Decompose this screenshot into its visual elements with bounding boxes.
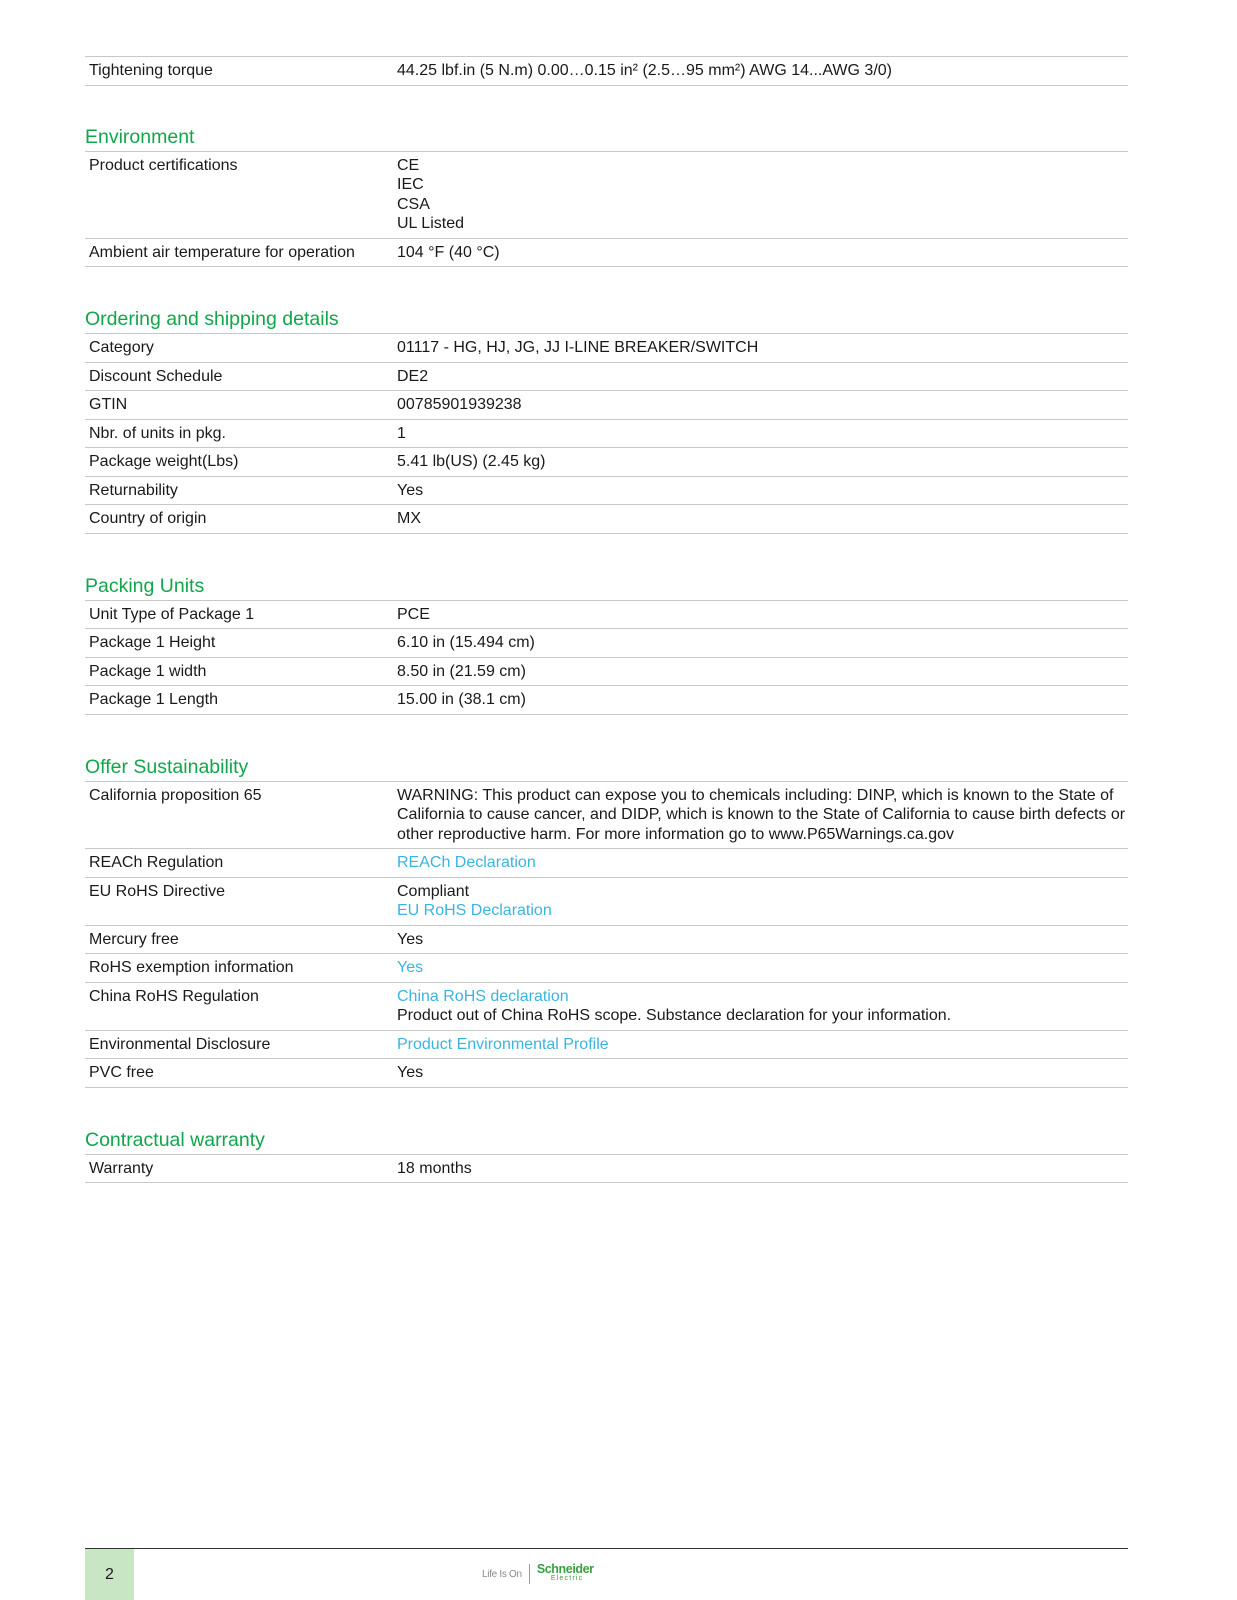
spec-value: CE	[397, 156, 420, 174]
spec-label: PVC free	[85, 1059, 393, 1088]
spec-section	[85, 756, 1128, 1088]
spec-table	[85, 781, 1128, 1088]
section-title: Ordering and shipping details	[85, 308, 339, 330]
spec-label: Package 1 Height	[85, 629, 393, 658]
spec-value-cell	[393, 657, 1128, 686]
spec-label: Package 1 width	[85, 657, 393, 686]
spec-value-cell	[393, 505, 1128, 534]
spec-value-link[interactable]: EU RoHS Declaration	[397, 902, 552, 919]
spec-value: WARNING: This product can expose you to chemicals including: DINP, which is known to the State of California to cause cancer, and DIDP, which is known to the State of California to cause birth defects or other reproductive harm. For more information go to www.P65Warnings.ca.gov	[397, 786, 1126, 843]
spec-row	[85, 334, 1128, 363]
spec-value: 15.00 in (38.1 cm)	[397, 691, 526, 708]
spec-value-cell	[393, 476, 1128, 505]
spec-value-cell	[393, 448, 1128, 477]
spec-table	[85, 600, 1128, 715]
spec-label: Nbr. of units in pkg.	[85, 419, 393, 448]
spec-value: MX	[397, 510, 421, 527]
spec-row	[85, 657, 1128, 686]
logo-separator	[529, 1564, 530, 1584]
spec-row	[85, 781, 1128, 849]
spec-value-cell	[393, 1154, 1128, 1183]
spec-value: 104 °F (40 °C)	[397, 243, 500, 261]
life-is-on-tagline: Life Is On	[482, 1568, 522, 1580]
spec-label: Package weight(Lbs)	[85, 448, 393, 477]
spec-label: Unit Type of Package 1	[85, 600, 393, 629]
spec-section	[85, 126, 1128, 268]
spec-label: Warranty	[85, 1154, 393, 1183]
spec-row	[85, 362, 1128, 391]
spec-value-cell	[393, 57, 1128, 86]
spec-value-link[interactable]: Product Environmental Profile	[397, 1035, 609, 1053]
spec-label: Environmental Disclosure	[85, 1030, 393, 1059]
spec-value: Yes	[397, 930, 424, 948]
spec-value-cell	[393, 629, 1128, 658]
spec-value-cell	[393, 1059, 1128, 1088]
spec-value: 44.25 lbf.in (5 N.m) 0.00…0.15 in² (2.5…95 mm²) AWG 14...AWG 3/0)	[397, 62, 892, 79]
spec-row	[85, 476, 1128, 505]
spec-row	[85, 57, 1128, 86]
spec-row	[85, 600, 1128, 629]
section-title: Contractual warranty	[85, 1128, 265, 1151]
brand-sub: Electric	[550, 1575, 584, 1582]
spec-value-cell	[393, 686, 1128, 715]
spec-row	[85, 1030, 1128, 1059]
page-number: 2	[85, 1549, 134, 1600]
datasheet-page	[85, 56, 1128, 1183]
spec-row	[85, 505, 1128, 534]
spec-row	[85, 877, 1128, 925]
spec-section	[85, 1129, 1128, 1184]
spec-row	[85, 238, 1128, 267]
spec-value: Compliant	[397, 882, 470, 900]
spec-label: Tightening torque	[85, 57, 393, 86]
spec-value: 00785901939238	[397, 396, 522, 413]
spec-value: UL Listed	[397, 215, 464, 232]
spec-label: REACh Regulation	[85, 849, 393, 878]
spec-value-link[interactable]: China RoHS declaration	[397, 987, 569, 1005]
spec-value: 8.50 in (21.59 cm)	[397, 662, 526, 680]
spec-value-cell	[393, 954, 1128, 983]
spec-value: DE2	[397, 367, 429, 385]
spec-label: Category	[85, 334, 393, 363]
spec-value: Yes	[397, 481, 424, 499]
spec-value: 6.10 in (15.494 cm)	[397, 634, 535, 651]
spec-row	[85, 391, 1128, 420]
spec-label: Ambient air temperature for operation	[85, 238, 393, 267]
spec-table	[85, 1154, 1128, 1184]
spec-value-cell	[393, 238, 1128, 267]
spec-row	[85, 849, 1128, 878]
spec-value-link[interactable]: REACh Declaration	[397, 854, 536, 871]
spec-value-cell	[393, 600, 1128, 629]
spec-row	[85, 1059, 1128, 1088]
spec-value: 18 months	[397, 1159, 472, 1177]
spec-value-cell	[393, 151, 1128, 238]
spec-table	[85, 151, 1128, 268]
footer-rule	[85, 1548, 1128, 1549]
spec-value: PCE	[397, 605, 430, 623]
spec-value-cell	[393, 781, 1128, 849]
spec-row	[85, 954, 1128, 983]
section-title: Offer Sustainability	[85, 755, 249, 778]
spec-row	[85, 419, 1128, 448]
spec-label: Package 1 Length	[85, 686, 393, 715]
section-title: Packing Units	[85, 574, 205, 597]
spec-value-cell	[393, 849, 1128, 878]
spec-row	[85, 1154, 1128, 1183]
section-title: Environment	[85, 125, 195, 148]
spec-section	[85, 308, 1128, 534]
spec-row	[85, 982, 1128, 1030]
spec-value-cell	[393, 982, 1128, 1030]
spec-value-cell	[393, 925, 1128, 954]
spec-value: CSA	[397, 195, 430, 213]
spec-label: Returnability	[85, 476, 393, 505]
spec-label: Discount Schedule	[85, 362, 393, 391]
spec-value-cell	[393, 419, 1128, 448]
schneider-logo	[482, 1562, 594, 1586]
spec-section	[85, 575, 1128, 715]
spec-row	[85, 686, 1128, 715]
spec-value-cell	[393, 877, 1128, 925]
spec-value-cell	[393, 1030, 1128, 1059]
spec-label: RoHS exemption information	[85, 954, 393, 983]
spec-section	[85, 56, 1128, 86]
spec-row	[85, 448, 1128, 477]
brand-name: Schneider	[536, 1562, 594, 1576]
spec-table	[85, 56, 1128, 86]
spec-label: China RoHS Regulation	[85, 982, 393, 1030]
spec-value-link[interactable]: Yes	[397, 959, 424, 976]
spec-label: EU RoHS Directive	[85, 877, 393, 925]
spec-label: Product certifications	[85, 151, 393, 238]
spec-value-cell	[393, 362, 1128, 391]
spec-value-cell	[393, 391, 1128, 420]
spec-row	[85, 925, 1128, 954]
spec-label: Country of origin	[85, 505, 393, 534]
spec-value: 5.41 lb(US) (2.45 kg)	[397, 453, 546, 470]
spec-label: California proposition 65	[85, 781, 393, 849]
spec-table	[85, 333, 1128, 534]
spec-label: GTIN	[85, 391, 393, 420]
spec-row	[85, 629, 1128, 658]
spec-value: IEC	[397, 176, 424, 193]
spec-value: Yes	[397, 1064, 424, 1081]
spec-value-cell	[393, 334, 1128, 363]
spec-value: Product out of China RoHS scope. Substance declaration for your information.	[397, 1007, 952, 1024]
spec-value: 1	[397, 424, 406, 442]
brand-mark	[537, 1564, 594, 1584]
spec-value: 01117 - HG, HJ, JG, JJ I-LINE BREAKER/SWITCH	[397, 339, 759, 356]
spec-label: Mercury free	[85, 925, 393, 954]
spec-row	[85, 151, 1128, 238]
